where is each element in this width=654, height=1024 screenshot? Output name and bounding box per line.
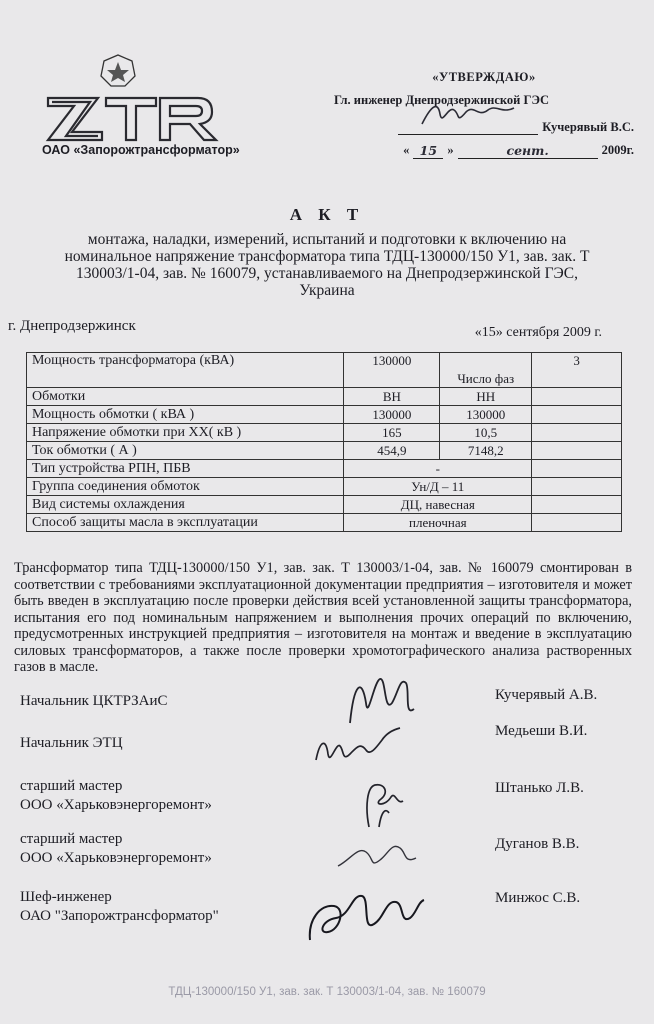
ztr-wordmark-icon bbox=[48, 98, 216, 140]
role-line: ООО «Харьковэнергоремонт» bbox=[20, 797, 212, 813]
signature-3-icon bbox=[355, 777, 415, 832]
document-date: «15» сентября 2009 г. bbox=[474, 325, 602, 340]
signatory-name: Кучерявый А.В. bbox=[495, 687, 598, 703]
document-heading bbox=[0, 205, 654, 299]
table-row bbox=[27, 406, 622, 424]
empty-cell bbox=[532, 478, 622, 496]
row-lv: 10,5 bbox=[440, 424, 532, 442]
table-row bbox=[27, 442, 622, 460]
row-label: Мощность обмотки ( кВА ) bbox=[27, 406, 344, 424]
approval-month: сент. bbox=[458, 143, 598, 159]
row-hv: 454,9 bbox=[344, 442, 440, 460]
signatory-name: Минжос С.В. bbox=[495, 890, 581, 906]
role-line: Начальник ЭТЦ bbox=[20, 735, 123, 751]
company-name: ОАО «Запорожтрансформатор» bbox=[42, 143, 240, 157]
document-subtitle-line2: номинальное напряжение трансформатора типа ТДЦ-130000/150 У1, зав. зак. Т bbox=[64, 248, 590, 265]
signatory-role bbox=[20, 735, 320, 752]
approval-date bbox=[334, 143, 634, 159]
approval-quote-close: » bbox=[447, 143, 454, 157]
row-lv: 130000 bbox=[440, 406, 532, 424]
empty-cell bbox=[532, 460, 622, 478]
table-row bbox=[27, 460, 622, 478]
signatory-role bbox=[20, 777, 320, 815]
empty-cell bbox=[532, 406, 622, 424]
footer-watermark: ТДЦ-130000/150 У1, зав. зак. Т 130003/1-04, зав. № 160079 bbox=[168, 986, 486, 998]
row-hv: 130000 bbox=[344, 406, 440, 424]
approval-position: Гл. инженер Днепродзержинской ГЭС bbox=[334, 93, 549, 107]
signatory-role bbox=[20, 693, 320, 710]
signatory-name: Медьеши В.И. bbox=[495, 723, 588, 739]
approval-block bbox=[334, 70, 634, 159]
power-label: Мощность трансформатора (кВА) bbox=[27, 353, 344, 388]
row-label: Напряжение обмотки при ХХ( кВ ) bbox=[27, 424, 344, 442]
document-city: г. Днепродзержинск bbox=[8, 318, 136, 334]
role-line: ООО «Харьковэнергоремонт» bbox=[20, 850, 212, 866]
body-paragraph: Трансформатор типа ТДЦ-130000/150 У1, зав. зак. Т 130003/1-04, зав. № 160079 смонтирован в соответствии с требованиями эксплуатационной документации предприятия – изготовителя и может быть введен в эксплуатацию после проверки действия всей установленной защиты трансформатора, испытания его под номинальным напряжением и выполнения прочих операций по включению, предусмотренных инструкцией предприятия – изготовителя на монтаж и введение в эксплуатацию силовых трансформаторов, а также после проверки хромотографического анализа растворенных газов в масле. bbox=[14, 560, 632, 675]
row-label: Ток обмотки ( А ) bbox=[27, 442, 344, 460]
empty-cell bbox=[532, 388, 622, 406]
approval-signature-icon bbox=[418, 100, 528, 130]
table-row bbox=[27, 478, 622, 496]
role-line: Шеф-инженер bbox=[20, 889, 112, 905]
power-value: 130000 bbox=[344, 353, 440, 388]
document-subtitle-line3: 130003/1-04, зав. № 160079, устанавливаемого на Днепродзержинской ГЭС, bbox=[76, 265, 578, 282]
table-row bbox=[27, 496, 622, 514]
row-lv: 7148,2 bbox=[440, 442, 532, 460]
table-row bbox=[27, 388, 622, 406]
role-line: старший мастер bbox=[20, 778, 123, 794]
merged-value: Ун/Д – 11 bbox=[344, 478, 532, 496]
star-emblem-icon bbox=[101, 55, 135, 86]
approval-signer: Кучерявый В.С. bbox=[542, 120, 634, 134]
empty-cell bbox=[532, 496, 622, 514]
approval-signature-line bbox=[334, 120, 634, 135]
approval-signature-field bbox=[398, 120, 538, 135]
winding-hv: ВН bbox=[344, 388, 440, 406]
signature-4-icon bbox=[330, 830, 430, 875]
approval-title: «УТВЕРЖДАЮ» bbox=[432, 70, 536, 84]
signatory-role bbox=[20, 830, 320, 868]
table-row bbox=[27, 514, 622, 532]
signature-2-icon bbox=[310, 720, 420, 775]
approval-year: 2009г. bbox=[601, 143, 634, 157]
document-subtitle-line4: Украина bbox=[299, 282, 355, 299]
approval-quote-open: « bbox=[403, 143, 410, 157]
table-row bbox=[27, 353, 622, 388]
merged-label: Способ защиты масла в эксплуатации bbox=[27, 514, 344, 532]
empty-cell bbox=[532, 424, 622, 442]
phases-value: 3 bbox=[532, 353, 622, 388]
empty-cell bbox=[532, 514, 622, 532]
specs-table bbox=[26, 352, 622, 532]
approval-day: 15 bbox=[413, 143, 443, 159]
row-hv: 165 bbox=[344, 424, 440, 442]
merged-label: Вид системы охлаждения bbox=[27, 496, 344, 514]
signatory-role bbox=[20, 888, 320, 926]
empty-cell bbox=[532, 442, 622, 460]
merged-value: ДЦ, навесная bbox=[344, 496, 532, 514]
winding-lv: НН bbox=[440, 388, 532, 406]
role-line: старший мастер bbox=[20, 831, 123, 847]
role-line: Начальник ЦКТРЗАиС bbox=[20, 693, 168, 709]
signatures-section bbox=[0, 685, 654, 965]
document-subtitle-line1: монтажа, наладки, измерений, испытаний и подготовки к включению на bbox=[87, 231, 567, 248]
table-row bbox=[27, 424, 622, 442]
role-line: ОАО "Запорожтрансформатор" bbox=[20, 908, 219, 924]
signatory-name: Дуганов В.В. bbox=[495, 836, 580, 852]
document-title: А К Т bbox=[289, 205, 365, 224]
merged-value: пленочная bbox=[344, 514, 532, 532]
phases-label: Число фаз bbox=[440, 353, 532, 388]
merged-value: - bbox=[344, 460, 532, 478]
merged-label: Тип устройства РПН, ПБВ bbox=[27, 460, 344, 478]
windings-label: Обмотки bbox=[27, 388, 344, 406]
signature-5-icon bbox=[300, 880, 430, 955]
signatory-name: Штанько Л.В. bbox=[495, 780, 584, 796]
merged-label: Группа соединения обмоток bbox=[27, 478, 344, 496]
